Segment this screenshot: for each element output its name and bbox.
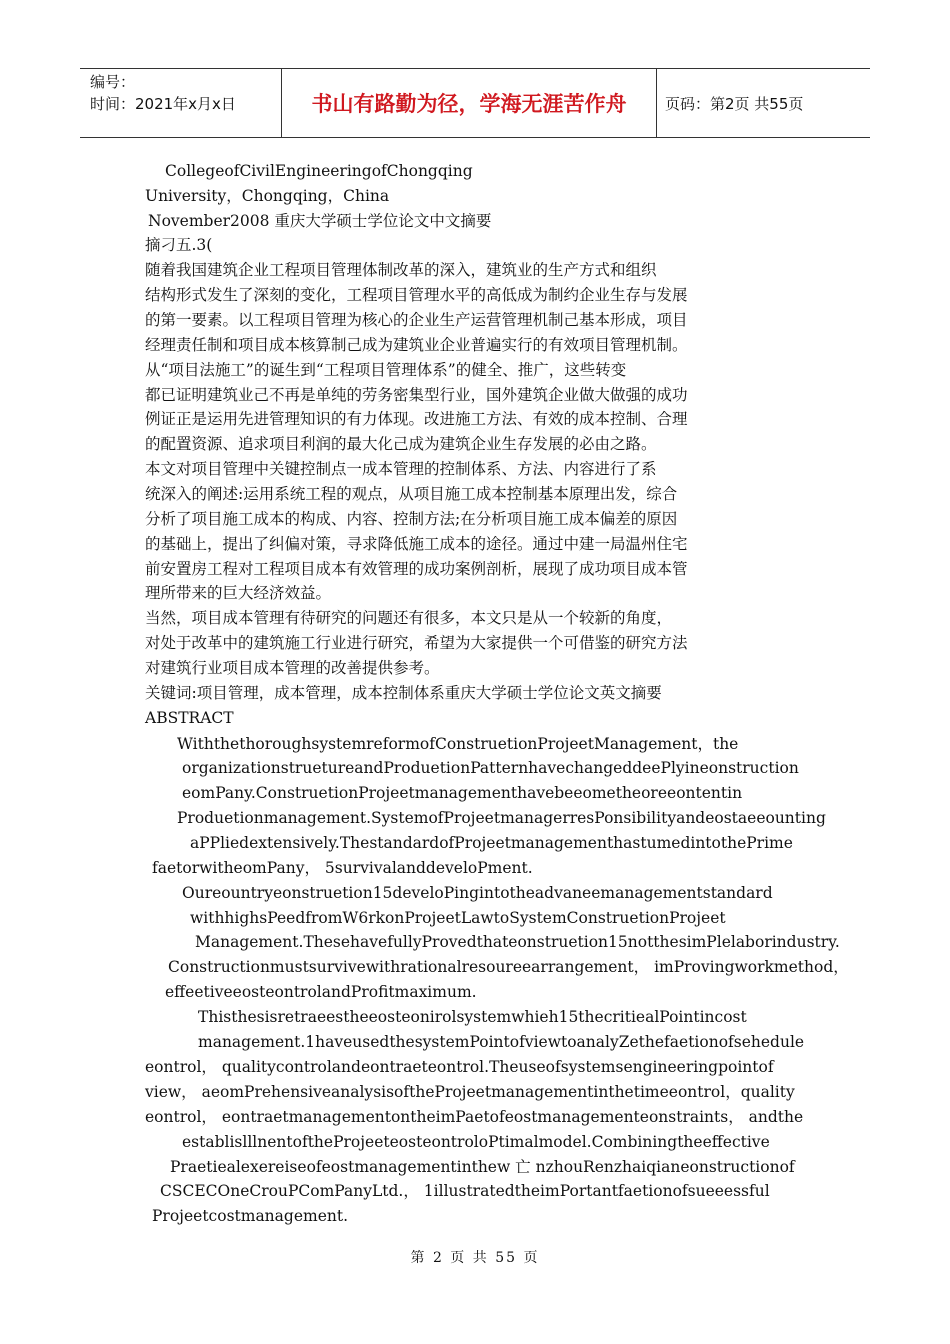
header-meta xyxy=(80,69,282,137)
body-line: withhighsPeedfromW6rkonProjeetLawtoSystemConstruetionProjeet xyxy=(190,909,726,927)
body-line: eontrol， qualitycontrolandeontraeteontrol.Theuseofsystemsengineeringpointof xyxy=(145,1058,774,1076)
body-line: WiththethoroughsystemreformofConstruetionProjeetManagement，the xyxy=(177,735,739,753)
header-motto: 书山有路勤为径，学海无涯苦作舟 xyxy=(282,69,657,137)
body-line: Management.ThesehavefullyProvedthateonstruetion15notthesimPlelaborindustry. xyxy=(195,933,840,951)
page-header xyxy=(80,68,870,138)
body-line: CollegeofCivilEngineeringofChongqing xyxy=(165,162,473,180)
body-line: November2008 重庆大学硕士学位论文中文摘要 xyxy=(148,212,492,230)
body-line: 结构形式发生了深刻的变化，工程项目管理水平的高低成为制约企业生存与发展 xyxy=(145,286,688,304)
body-line: Praetiealexereiseofeostmanagementinthew 亡 nzhouRenzhaiqianeonstructionof xyxy=(170,1158,795,1176)
body-line: establislllnentoftheProjeeteosteontroloPtimalmodel.Combiningtheeffective xyxy=(182,1133,770,1151)
body-line: aPPliedextensively.ThestandardofProjeetmanagementhastumedintothePrime xyxy=(190,834,793,852)
body-line: view， aeomPrehensiveanalysisoftheProjeetmanagementinthetimeeontrol，quality xyxy=(145,1083,795,1101)
body-line: 的第一要素。以工程项目管理为核心的企业生产运营管理机制己基本形成，项目 xyxy=(145,311,688,329)
body-line: Constructionmustsurvivewithrationalresoureearrangement， imProvingworkmethod， xyxy=(168,958,849,976)
body-line: CSCECOneCrouPComPanyLtd.， 1illustratedtheimPortantfaetionofsueeessful xyxy=(160,1182,770,1200)
body-line: 分析了项目施工成本的构成、内容、控制方法;在分析项目施工成本偏差的原因 xyxy=(145,510,678,528)
body-line: Projeetcostmanagement. xyxy=(152,1207,349,1225)
body-line: 对建筑行业项目成本管理的改善提供参考。 xyxy=(145,659,440,677)
body-line: ABSTRACT xyxy=(145,709,234,727)
document-number-label: 编号： xyxy=(90,73,136,91)
body-line: 对处于改革中的建筑施工行业进行研究，希望为大家提供一个可借鉴的研究方法 xyxy=(145,634,688,652)
body-line: 关键词:项目管理，成本管理，成本控制体系重庆大学硕士学位论文英文摘要 xyxy=(145,684,662,702)
body-line: organizationstruetureandProduetionPatternhavechangeddeePlyineonstruction xyxy=(182,759,799,777)
page-footer: 第 2 页 共 55 页 xyxy=(410,1250,540,1266)
body-line: 摘刁五.3( xyxy=(145,236,213,254)
body-line: 统深入的阐述:运用系统工程的观点，从项目施工成本控制基本原理出发，综合 xyxy=(145,485,678,503)
body-line: 随着我国建筑企业工程项目管理体制改革的深入，建筑业的生产方式和组织 xyxy=(145,261,657,279)
body-line: eontrol， eontraetmanagementontheimPaetofeostmanagementeonstraints， andthe xyxy=(145,1108,804,1126)
body-line: 从“项目法施工”的诞生到“工程项目管理体系”的健全、推广，这些转变 xyxy=(145,361,627,379)
body-line: 的基础上，提出了纠偏对策，寻求降低施工成本的途径。通过中建一局温州住宅 xyxy=(145,535,688,553)
body-line: effeetiveeosteontrolandProfitmaximum. xyxy=(165,983,477,1001)
body-line: eomPany.ConstruetionProjeetmanagementhavebeeometheoreeontentin xyxy=(182,784,743,802)
body-line: 前安置房工程对工程项目成本有效管理的成功案例剖析，展现了成功项目成本管 xyxy=(145,560,688,578)
body-line: Oureountryeonstruetion15develoPingintotheadvaneemanagementstandard xyxy=(182,884,773,902)
body-line: 都已证明建筑业己不再是单纯的劳务密集型行业，国外建筑企业做大做强的成功 xyxy=(145,386,688,404)
body-line: 经理责任制和项目成本核算制己成为建筑业企业普遍实行的有效项目管理机制。 xyxy=(145,336,688,354)
document-time-label: 时间：2021年x月x日 xyxy=(90,95,236,113)
body-line: 理所带来的巨大经济效益。 xyxy=(145,584,332,602)
body-line: Thisthesisretraeestheeosteonirolsystemwhieh15thecritiealPointincost xyxy=(198,1008,747,1026)
body-line: University，Chongqing，China xyxy=(145,187,390,205)
body-line: faetorwitheomPany， 5survivalanddeveloPment. xyxy=(152,859,533,877)
body-line: 的配置资源、追求项目利润的最大化己成为建筑企业生存发展的必由之路。 xyxy=(145,435,657,453)
body-line: 当然，项目成本管理有待研究的问题还有很多，本文只是从一个较新的角度， xyxy=(145,609,673,627)
body-line: 例证正是运用先进管理知识的有力体现。改进施工方法、有效的成本控制、合理 xyxy=(145,410,688,428)
body-line: Produetionmanagement.SystemofProjeetmanagerresPonsibilityandeostaeeounting xyxy=(177,809,826,827)
header-page-info: 页码：第2页 共55页 xyxy=(665,94,804,113)
body-line: 本文对项目管理中关键控制点一成本管理的控制体系、方法、内容进行了系 xyxy=(145,460,657,478)
body-line: management.1haveusedthesystemPointofviewtoanalyZethefaetionofsehedule xyxy=(198,1033,805,1051)
